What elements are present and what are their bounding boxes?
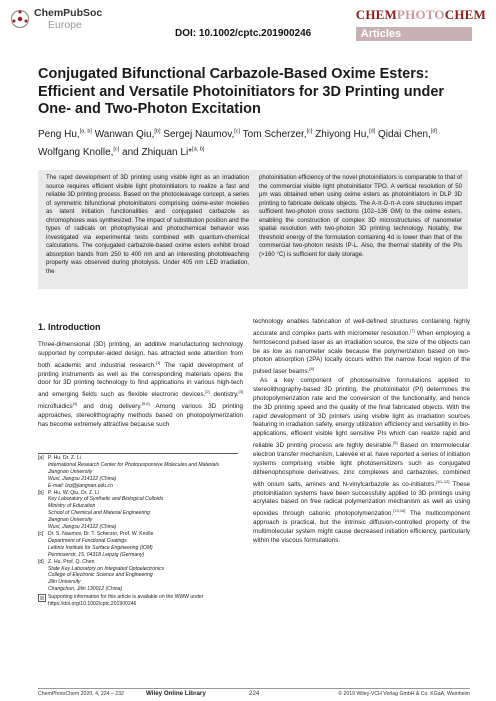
citation-ref[interactable]: [4] [72,401,78,407]
footer-divider [38,688,470,689]
journal-name-part-3: CHEM [444,7,486,22]
affiliation-line: College of Electronic Science and Engineering [48,572,153,579]
logo-main-text: ChemPubSoc [34,7,103,19]
affiliation-item [38,490,248,531]
intro-left-column [38,341,243,430]
author[interactable]: and Zhiquan Li*[a, b] [122,146,205,158]
affiliation-line: Wuxi, Jiangsu 214122 (China) [48,524,117,531]
author[interactable]: Wolfgang Knolle,[c] [38,146,120,158]
affiliation-line: Wuxi, Jiangsu 214122 (China) [48,475,117,482]
supporting-info [38,594,248,608]
affiliation-line: Jiangnan University [48,468,93,475]
citation-ref[interactable]: [13,14] [393,508,406,514]
affiliation-item [38,531,248,559]
logo-sub-text: Europe [48,18,82,31]
affiliation-line: Changchun, Jilin 130012 (China) [48,586,123,593]
footer-citation: ChemPhotoChem 2020, 4, 224 – 232 [38,691,124,697]
citation-ref[interactable]: [2] [205,389,210,395]
affiliation-divider [38,453,238,454]
citation-ref[interactable]: [7] [410,327,415,333]
intro-right-column [253,318,470,546]
author[interactable]: Peng Hu,[a, b] [38,129,92,141]
intro-paragraph: As a key component of photosensitive formulations applied to stereolithography-based 3D printing, the photoinitiator (PI) determines the photopolymerization rate and the conversion of the functionality, and hence the 3D printing speed and the quality of the final fabricated objects. With the rapid development of 3D printers using visible light as irradiation sources featuring in irradiation safety, energy utilization efficiency and versatility in bio-applications, efficient visible light sensitive PIs which can realize rapid and reliable 3D printing process are highly desirable.[9] Based on intermolecular electron transfer mechanism, Lalevée et al. have reported a series of initiation systems comprising visible light photosensitizers such as conjugated dithienophosphole derivatives, zinc complexes and carbazoles, combined with onium salts, amines and N-vinylcarbazole as co-initiators.[10–12] These photoinitiation systems have been successfully applied to 3D printings using acrylates based on free radical polymerization mechanism as well as using epoxides through cationic photopolymerization.[13,14] The multicomponent approach is practical, but the intrinsic diffusion-controlled property of the multimolecular system might cause decreased initiation efficiency, particularly within the viscous formulations. [253,377,470,544]
affiliation-key: [b] [38,489,44,496]
page-number: 224 [249,690,260,697]
affiliation-item [38,559,248,594]
affiliation-line: Leibniz Institute for Surface Engineering (IOM) [48,544,153,551]
article-type-label: Articles [356,27,472,41]
affiliation-key: [c] [38,530,44,537]
page-footer [38,691,470,699]
abstract-left: The rapid development of 3D printing using visible light as an irradiation source requires efficient visible light photoinitiators to realize a fast and reliable 3D printing process. Based on the photocleavage concept, a series of symmetric bifunctional photoinitiators comprising oxime-ester moieties as latent initiation functionalities and conjugated carbazole as chromophores was synthesized. The impact of substitution position and the types of radicals on photophysical and photochemical behavior was investigated via experimental tests combined with quantum-chemical calculations. The conjugated carbazole-based oxime esters exhibit broad absorption bands from 250 to 400 nm and an interesting photobleaching property was observed during photolysis. Under 405 nm LED irradiation, the [46,174,249,276]
affiliation-item [38,455,248,490]
affiliation-line: Jiangnan University [48,517,93,524]
supporting-info-icon [38,594,46,602]
affiliation-line: Department of Functional Coatings [48,537,127,544]
journal-name[interactable] [356,7,486,23]
affiliation-line: State Key Laboratory on Integrated Optoelectronics [48,565,165,572]
affiliation-line: Ministry of Education [48,503,96,510]
author[interactable]: Zhiyong Hu,[d] [315,129,376,141]
author-list [38,125,468,160]
supporting-info-text[interactable]: Supporting information for this article is available on the WWW under https://doi.org/10.1002/cptc.201900246 [48,594,204,608]
affiliation-key: [d] [38,558,44,565]
affiliation-line: Key Laboratory of Synthetic and Biological Colloids [48,496,164,503]
journal-name-part-2: PHOTO [397,7,445,22]
wiley-online-library-link[interactable]: Wiley Online Library [146,690,206,697]
affiliations [38,455,248,608]
affiliation-key: [a] [38,455,44,461]
intro-paragraph: Three-dimensional (3D) printing, an additive manufacturing technology supported by computer-aided design, has attracted wide attention from both academic and industrial research.[1] The rapid development of printing instruments as well as the corresponding materials opens the door for 3D printing technology to find applications in various high-tech and emerging fields such as flexible electronic devices,[2] dentistry,[3] microfluidics[4] and drug delivery.[5,6] Among various 3D printing approaches, stereolithography methods based on photopolymerization has become extremely attractive because such [38,341,243,429]
affiliation-line: International Research Center for Photoresponsive Molecules and Materials [48,461,220,468]
author[interactable]: Sergej Naumov,[c] [163,129,241,141]
citation-ref[interactable]: [10–12] [436,478,450,484]
citation-ref[interactable]: [5,6] [141,401,150,407]
affiliation-email[interactable]: E-mail: lzq@jiangnan.edu.cn [48,482,113,489]
citation-ref[interactable]: [1] [155,359,161,365]
author[interactable]: Tom Scherzer,[c] [242,129,313,141]
citation-ref[interactable]: [9] [393,440,398,446]
journal-banner [356,7,486,41]
intro-paragraph: technology enables fabrication of well-defined structures containing highly accurate and complex parts with micrometer resolution.[7] When employing a femtosecond pulsed laser as an irradiation source, the size of the objects can be as low as nanometer scale because the polymerization based on two-photon absorption (2PA) locally occurs within the narrow focal region of the pulsed laser beams.[8] [253,318,470,376]
affiliation-line: School of Chemical and Material Engineering [48,510,150,517]
journal-name-part-1: CHEM [355,7,398,22]
doi-link[interactable]: DOI: 10.1002/cptc.201900246 [175,28,312,39]
citation-ref[interactable]: [8] [309,366,314,372]
affiliation-names: Dr. S. Naumov, Dr. T. Scherzer, Prof. W. Knolle [48,530,154,537]
abstract-box [38,170,468,289]
page-header [0,0,496,48]
author[interactable]: Wanwan Qiu,[b] [94,129,161,141]
article-title: Conjugated Bifunctional Carbazole-Based Oxime Esters: Efficient and Versatile Photoinitiators for 3D Printing under One- and Two-Photon Excitation [38,66,445,117]
citation-ref[interactable]: [3] [238,389,243,395]
section-heading: 1. Introduction [38,322,101,332]
affiliation-names: Z. Hu, Prof. Q. Chen [48,558,95,565]
affiliation-names: P. Hu, W. Qiu, Dr. Z. Li [48,489,99,496]
abstract-right: photoinitiation efficiency of the novel photoinitiators is comparable to that of the commercial visible light photoinitiator TPO. A vertical resolution of 50 μm was obtained when using oxime esters as photoinitiators in DLP 3D printing to fabricate delicate objects. The A-π-D-π-A core structures impart sufficient two-photon cross sections (102–136 GM) to the oxime esters, enabling the construction of complex 3D microstructures of nanometer spatial resolution with two-photon 3D printing technology. Notably, the threshold energy of the formulation containing 4d is lower than that of the commercial two-photon resists IP-L. Also, the thermal stability of the PIs (>160 °C) is sufficient for daily storage. [259,174,462,258]
affiliation-line: Jilin University [48,579,81,586]
chempubsoc-logo-icon [10,9,30,29]
copyright-notice: © 2019 Wiley-VCH Verlag GmbH & Co. KGaA, Weinheim [338,691,470,697]
affiliation-names: P. Hu, Dr. Z. Li [48,455,81,461]
publisher-logo[interactable] [10,8,102,30]
author[interactable]: Qidai Chen,[d] [378,129,437,141]
affiliation-line: Permoserstr, 15, 04318 Leipzig (Germany) [48,551,145,558]
